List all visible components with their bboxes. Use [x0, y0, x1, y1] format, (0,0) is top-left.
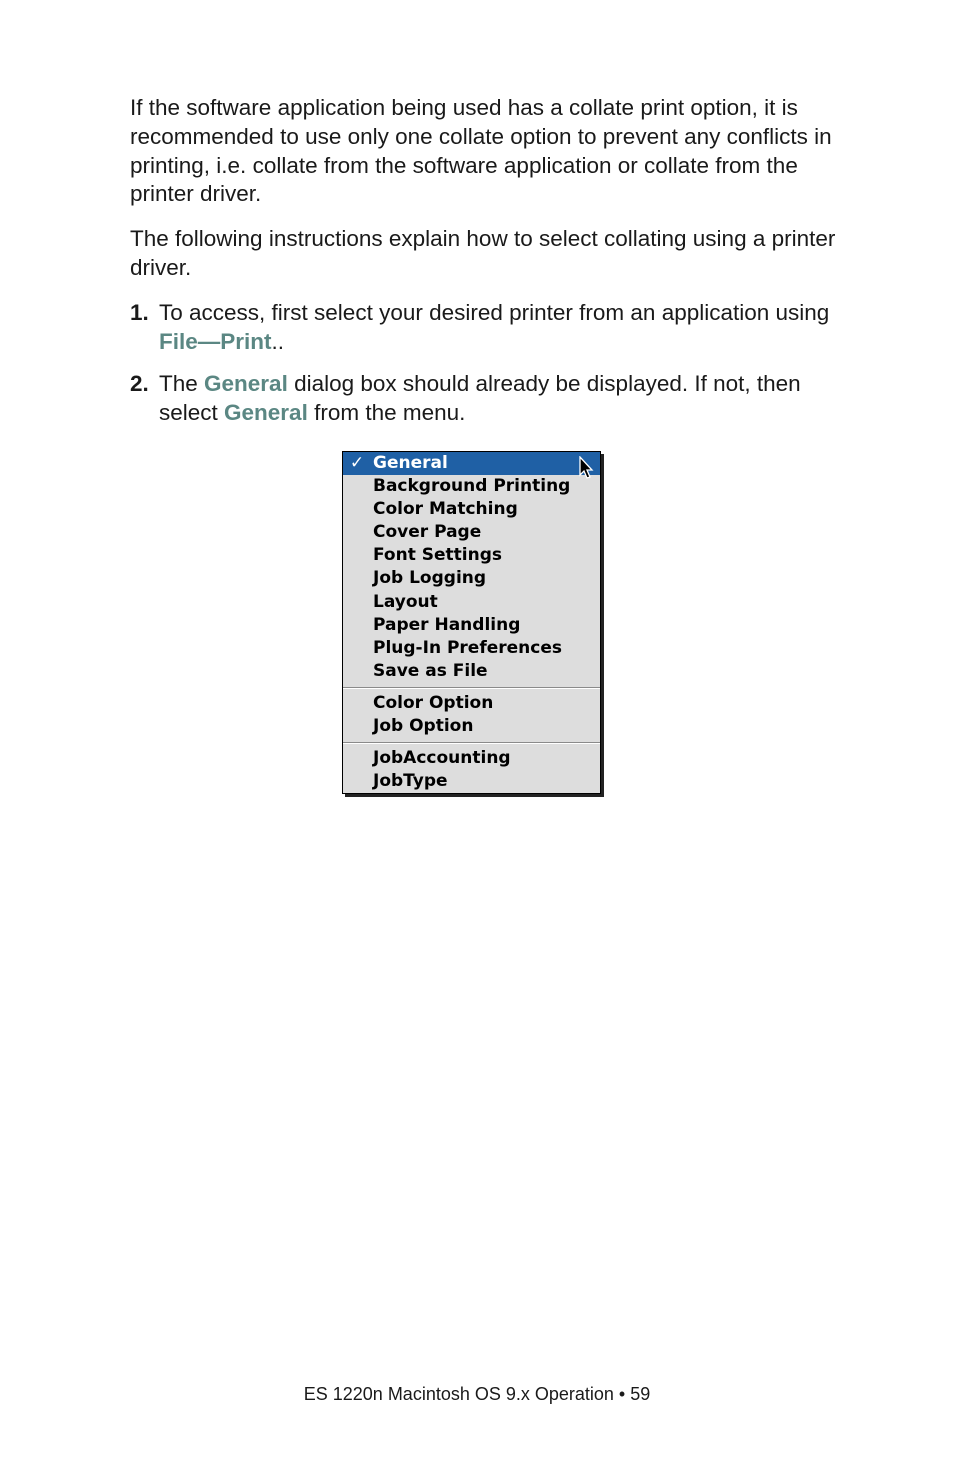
menu-item-label: Save as File — [373, 660, 488, 681]
menu-separator — [343, 683, 600, 692]
step-text: To access, first select your desired printer from an application using — [159, 299, 830, 325]
menu-item-label: Plug-In Preferences — [373, 637, 563, 658]
menu-separator — [343, 738, 600, 747]
step-1 — [130, 299, 860, 357]
menu-item-paper-handling[interactable] — [343, 614, 600, 637]
menu-item-plug-in-preferences[interactable] — [343, 637, 600, 660]
step-text: The — [159, 371, 205, 397]
menu-item-label: Cover Page — [373, 522, 482, 543]
menu-item-label: Background Printing — [373, 476, 571, 497]
menu-item-label: Paper Handling — [373, 614, 521, 635]
menu-item-cover-page[interactable] — [343, 521, 600, 544]
menu-item-job-logging[interactable] — [343, 567, 600, 590]
printer-options-menu — [342, 451, 601, 794]
intro-paragraph: If the software application being used has a collate print option, it is recommended to use only one collate option to prevent any conflicts in printing, i.e. collate from the software application or collate from the printer driver. — [130, 95, 832, 207]
menu-item-label: Layout — [373, 591, 438, 612]
menu-item-color-option[interactable] — [343, 692, 600, 715]
step-keyword-general: General — [204, 371, 288, 397]
menu-item-layout[interactable] — [343, 591, 600, 614]
page-footer: ES 1220n Macintosh OS 9.x Operation • 59 — [303, 1384, 651, 1404]
menu-item-color-matching[interactable] — [343, 498, 600, 521]
step-2 — [130, 370, 860, 428]
menu-item-jobaccounting[interactable] — [343, 747, 600, 770]
menu-item-label: Job Option — [373, 716, 474, 737]
document-body — [130, 94, 860, 442]
menu-item-font-settings[interactable] — [343, 544, 600, 567]
menu-item-label: JobAccounting — [373, 748, 511, 769]
step-number: 2. — [130, 371, 149, 397]
step-keyword-file-print: File—Print — [159, 328, 272, 354]
step-text-middle: dialog box should already be displayed. If not, then select — [159, 371, 801, 426]
check-icon: ✓ — [349, 453, 365, 473]
step-keyword-general-2: General — [224, 400, 308, 426]
menu-item-general[interactable] — [343, 452, 600, 475]
step-text-end: from the menu. — [307, 400, 466, 426]
step-number: 1. — [130, 299, 149, 325]
menu-item-label: Font Settings — [373, 545, 502, 566]
instructions-paragraph: The following instructions explain how to select collating using a printer driver. — [130, 226, 836, 280]
menu-item-job-option[interactable] — [343, 715, 600, 738]
menu-item-label: Color Matching — [373, 499, 518, 520]
menu-item-label: Job Logging — [373, 568, 487, 589]
menu-item-label: Color Option — [373, 692, 494, 713]
menu-item-label: General — [373, 453, 448, 473]
step-text-end: .. — [271, 328, 285, 354]
menu-item-label: JobType — [373, 771, 448, 792]
menu-item-background-printing[interactable] — [343, 475, 600, 498]
menu-item-save-as-file[interactable] — [343, 660, 600, 683]
menu-item-jobtype[interactable] — [343, 770, 600, 793]
